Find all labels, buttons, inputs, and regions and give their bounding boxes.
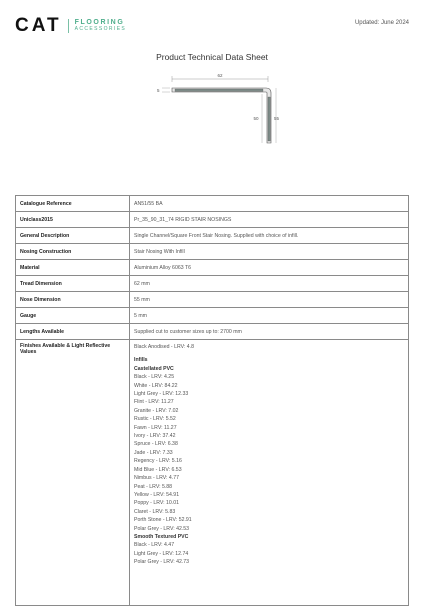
- lrv-item: Peat - LRV: 5.88: [134, 483, 173, 490]
- lrv-item: Rustic - LRV: 5.52: [134, 416, 176, 423]
- lrv-item: White - LRV: 84.22: [134, 382, 178, 389]
- lrv-item: Black - LRV: 4.25: [134, 374, 175, 381]
- spec-label: Nose Dimension: [16, 292, 130, 308]
- spec-value: Aluminium Alloy 6063 T6: [130, 260, 409, 276]
- castellated-list: [134, 373, 404, 533]
- lrv-item: Fawn - LRV: 11.27: [134, 424, 177, 431]
- table-row: [16, 212, 409, 228]
- table-row: [16, 228, 409, 244]
- smooth-list: [134, 541, 404, 566]
- lrv-item: Nimbus - LRV: 4.77: [134, 475, 179, 482]
- brand-name: CAT: [15, 15, 62, 36]
- lrv-item: Porth Stone - LRV: 52.91: [134, 517, 192, 524]
- spec-label: Uniclass2015: [16, 212, 130, 228]
- table-row: [16, 308, 409, 324]
- brand-logo: [15, 15, 126, 37]
- lrv-item: Light Grey - LRV: 12.33: [134, 391, 189, 398]
- gauge-dimension-label: 5: [157, 88, 160, 93]
- spec-label: Nosing Construction: [16, 244, 130, 260]
- brand-sub-accessories: ACCESSORIES: [74, 26, 127, 32]
- lrv-item: Granite - LRV: 7.02: [134, 407, 179, 414]
- lrv-item: Poppy - LRV: 10.01: [134, 500, 179, 507]
- nose-infill: [268, 97, 270, 141]
- brand-subtitle: [75, 20, 127, 32]
- spec-label: Catalogue Reference: [16, 196, 130, 212]
- lrv-item: Regency - LRV: 5.16: [134, 458, 182, 465]
- spec-value: Pr_35_90_31_74 RIGID STAIR NOSINGS: [130, 212, 409, 228]
- anodised-finish: Black Anodised - LRV: 4.8: [134, 344, 194, 350]
- spec-label: General Description: [16, 228, 130, 244]
- logo-divider: [68, 19, 69, 33]
- lrv-item: Claret - LRV: 5.83: [134, 508, 176, 515]
- updated-date: Updated: June 2024: [354, 20, 409, 26]
- table-row-finishes: [16, 340, 409, 606]
- lrv-item: Black - LRV: 4.47: [134, 542, 175, 549]
- lrv-item: Mid Blue - LRV: 6.53: [134, 466, 182, 473]
- castellated-heading: Castellated PVC: [134, 365, 174, 372]
- tread-dimension-label: 62: [217, 73, 223, 78]
- lrv-item: Polar Grey - LRV: 42.73: [134, 559, 190, 566]
- table-row: [16, 292, 409, 308]
- lrv-item: Spruce - LRV: 6.38: [134, 441, 178, 448]
- inner-dimension-label: 50: [253, 116, 259, 121]
- spec-value: Supplied cut to customer sizes up to: 2700 mm: [130, 324, 409, 340]
- brand-sub-flooring: FLOORING: [74, 19, 125, 26]
- finishes-cell: [130, 340, 409, 606]
- tread-infill: [175, 89, 263, 91]
- profile-drawing: [150, 70, 280, 180]
- spec-value: Single Channel/Square Front Stair Nosing. Supplied with choice of infill.: [130, 228, 409, 244]
- spec-value: 5 mm: [130, 308, 409, 324]
- page-header: [15, 15, 409, 37]
- table-row: [16, 276, 409, 292]
- spec-value: AN51/55 BA: [130, 196, 409, 212]
- lrv-item: Flint - LRV: 11.27: [134, 399, 174, 406]
- spec-value: Stair Nosing With Infill: [130, 244, 409, 260]
- table-row: [16, 196, 409, 212]
- nose-dimension-label: 55: [273, 116, 279, 121]
- document-title: Product Technical Data Sheet: [156, 52, 268, 62]
- spec-label: Lengths Available: [16, 324, 130, 340]
- lrv-item: Light Grey - LRV: 12.74: [134, 550, 189, 557]
- smooth-heading: Smooth Textured PVC: [134, 533, 189, 540]
- spec-label: Material: [16, 260, 130, 276]
- table-row: [16, 244, 409, 260]
- lrv-item: Yellow - LRV: 54.91: [134, 491, 180, 498]
- table-row: [16, 324, 409, 340]
- spec-value: 62 mm: [130, 276, 409, 292]
- spec-table: [15, 195, 409, 606]
- lrv-item: Polar Grey - LRV: 42.53: [134, 525, 190, 532]
- spec-label: Finishes Available & Light Reflective Values: [16, 340, 130, 606]
- table-row: [16, 260, 409, 276]
- lrv-item: Ivory - LRV: 37.42: [134, 433, 176, 440]
- spec-label: Tread Dimension: [16, 276, 130, 292]
- spec-value: 55 mm: [130, 292, 409, 308]
- spec-label: Gauge: [16, 308, 130, 324]
- infills-heading: Infills: [134, 357, 148, 364]
- lrv-item: Jade - LRV: 7.33: [134, 449, 173, 456]
